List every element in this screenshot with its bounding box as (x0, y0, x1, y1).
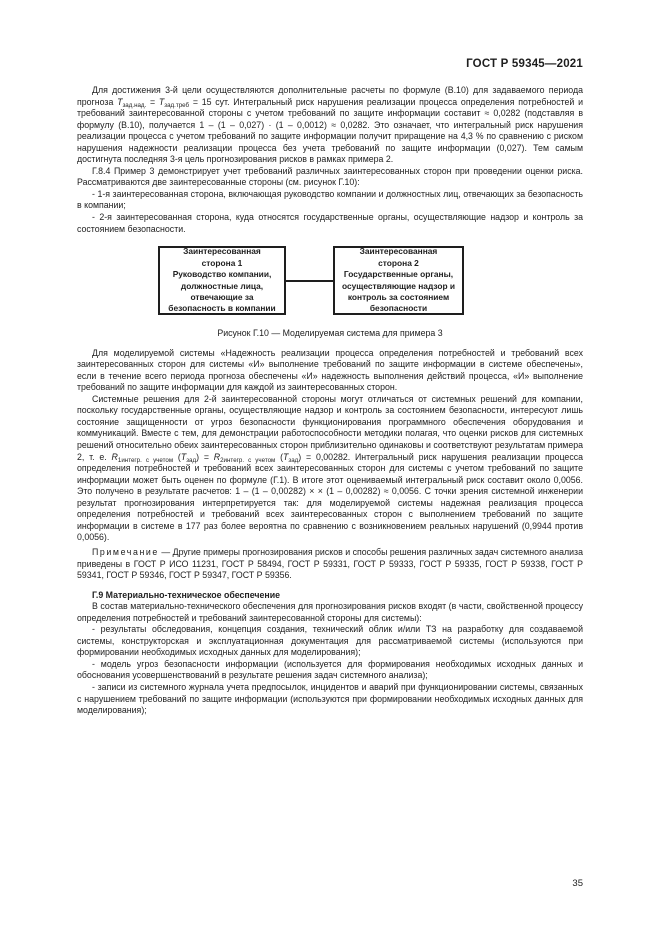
figure-caption: Рисунок Г.10 — Моделируемая система для примера 3 (217, 328, 443, 339)
list-item-party-1: - 1-я заинтересованная сторона, включающая руководство компании и должностных лиц, отвечающих за безопасность в компании; (77, 188, 583, 211)
text: Для достижения 3-й цели осуществляются дополнительные расчеты по формуле (В.10) для задаваемого периода прогноза (77, 85, 583, 107)
symbol: R (213, 451, 221, 462)
connector-line (286, 280, 333, 282)
standard-number: ГОСТ Р 59345—2021 (466, 58, 583, 70)
symbol: T (117, 96, 123, 107)
section-heading: Г.9 Материально-техническое обеспечение (92, 589, 281, 600)
stakeholder-1-box (158, 246, 286, 315)
box-line: осуществляющие надзор и (341, 280, 456, 291)
list-item-party-2: - 2-я заинтересованная сторона, куда относятся государственные органы, осуществляющие надзор и контроль за состоянием безопасности. (77, 212, 583, 234)
symbol: T (180, 451, 187, 462)
page-number: 35 (572, 878, 583, 889)
text: ) = 0,00282. (298, 451, 351, 462)
paragraph-model-system: Для моделируемой системы «Надежность реализации процесса определения потребностей и требований всех заинтересованных сторон для системы «И» выполнение требований по защите информации в системе обеспечены», если в течение всего периода прогноза обеспечены «И» надежность выполнения действий процесса, «И» выполнение требований по защите информации для каждой из заинтересованных сторон. (77, 347, 583, 393)
box-line: отвечающие за (190, 292, 254, 303)
subscript: зад.над. (122, 101, 147, 109)
box-line: безопасности (369, 303, 428, 314)
subscript: 2интегр. с учетом (220, 456, 276, 464)
subscript: зад (288, 456, 299, 464)
text: = (146, 96, 159, 107)
text: Интегральный риск нарушения реализации процесса определения потребностей и требований всех заинтересованных сторон для системы с учетом требований по защите информации может быть оценен по формуле (Г.1). В итоге этот оцениваемый интегральный риск составит около 0,0056. Это получено в результате расчетов: 1 – (1 – 0,00282) × × (1 – 0,00282) ≈ 0,0056. С точки зрения системной инженерии результат прогнозирования интерпретируется так: для моделируемой системы надежная реализация процесса определения потребностей и требований всех заинтересованных сторон с выполнением требований по защите информации в системе в 177 раз более вероятна по сравнению с возникновением реальных нарушений (0,9944 против 0,0056). (77, 451, 584, 543)
text: = 15 сут. Интегральный риск нарушения реализации процесса определения потребностей и требований заинтересованной стороны с учетом требований по защите информации составит ≈ 0,0282 (подставляя в формулу (В.10), получается 1 – (1 – 0,027) · (1 – 0,0012) ≈ 0,0282. Это означает, что интегральный риск нарушения реализации процесса с учетом требований по защите информации получит приращение на 4,3 % по сравнению с риском нарушения надежности реализации процесса без учета требований по защите информации (0,027). Тем самым достигнута последняя 3-я цель прогнозирования рисков в рамках примера 2. (77, 96, 583, 165)
figure-g10 (77, 242, 583, 326)
text: ( (173, 451, 181, 462)
note-text: — Другие примеры прогнозирования рисков и способы решения различных задач системного анализа приведены в ГОСТ Р ИСО 11231, ГОСТ Р 58494, ГОСТ Р 59331, ГОСТ Р 59333, ГОСТ Р 59335, ГОСТ Р 59338, ГОСТ Р 59341, ГОСТ Р 59346, ГОСТ Р 59347, ГОСТ Р 59356. (77, 546, 583, 581)
subscript: 1интегр. с учетом (117, 456, 174, 464)
text: ) = (196, 451, 214, 462)
symbol: R (111, 451, 118, 462)
box-line: должностные лица, (180, 280, 264, 291)
box-line: Руководство компании, (172, 269, 272, 280)
text: ( (275, 451, 284, 462)
subscript: зад (186, 456, 197, 464)
note-label: Примечание (92, 546, 159, 557)
symbol: T (283, 451, 289, 462)
box-line: контроль за состоянием (347, 292, 450, 303)
paragraph-example-3: Г.8.4 Пример 3 демонстрирует учет требований различных заинтересованных сторон при проведении оценки риска. Рассматриваются две заинтересованные стороны (см. рисунок Г.10): (77, 165, 583, 188)
paragraph-logistics: В состав материально-технического обеспечения для прогнозирования рисков входят (в части, свойственной процессу определения потребностей и требований заинтересованной стороны для системы): (77, 601, 583, 623)
list-item-system-log: - записи из системного журнала учета предпосылок, инцидентов и аварий при функционировании системы, связанных с нарушением требований по защите информации (используются при формировании необходимых исходных данных для моделирования); (77, 681, 583, 716)
box-line: Заинтересованная (183, 246, 261, 257)
box-line: Заинтересованная (359, 246, 438, 257)
box-line: Государственные органы, (343, 269, 454, 280)
paragraph-system-solutions (77, 394, 583, 544)
note (77, 547, 583, 582)
box-line: сторона 1 (201, 257, 243, 268)
stakeholder-2-box (333, 246, 464, 315)
box-line: сторона 2 (378, 257, 419, 268)
document-body (77, 85, 583, 717)
box-line: безопасность в компании (168, 303, 276, 314)
text: Системные решения для 2-й заинтересованной стороны могут отличаться от системных решений для компании, поскольку государственные органы, осуществляющие надзор и контроль за состоянием безопасности, интересуют лишь состояние защищенности от угроз безопасности функционирования программного обеспечения оборудования и коммуникаций. Вместе с тем, для демонстрации работоспособности методики полагая, что оценки рисков для системных решений относительно обеих заинтересованных сторон приблизительно одинаковы и соответствуют результатам примера 2, т. е. (77, 393, 583, 462)
subscript: зад.треб (164, 101, 190, 109)
list-item-survey-results: - результаты обследования, концепция создания, технический облик и/или ТЗ на разработку для создаваемой системы, конструкторская и эксплуатационная документация для рассматриваемой системы (используются при формировании необходимых исходных данных для моделирования); (77, 624, 583, 658)
list-item-threat-model: - модель угроз безопасности информации (используется для формирования необходимых исходных данных и обоснования усовершенствований в результате решения задач системного анализа); (77, 658, 583, 681)
symbol: T (158, 96, 165, 107)
paragraph-goal-3 (77, 85, 583, 166)
